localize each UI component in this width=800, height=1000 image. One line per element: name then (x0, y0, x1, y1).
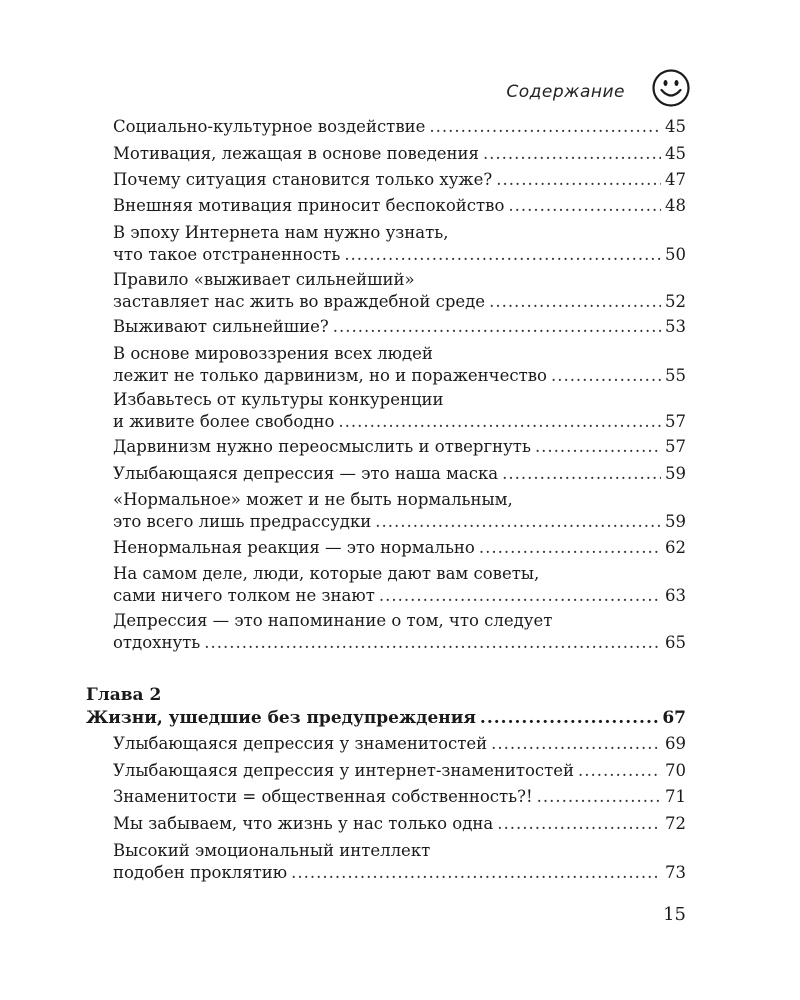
toc-entry-title: Выживают сильнейшие? (113, 317, 329, 336)
toc-entry-line (113, 632, 686, 654)
toc-entry-line (113, 436, 686, 458)
toc-entry[interactable] (113, 489, 686, 533)
leader-dots (535, 436, 661, 458)
leader-dots (489, 291, 661, 313)
toc-entry-title: подобен проклятию (113, 863, 288, 882)
toc-entry-page: 63 (665, 586, 686, 605)
running-header-title: Содержание (506, 82, 625, 102)
leader-dots (338, 411, 661, 433)
leader-dots (483, 143, 661, 165)
toc-entry-title: это всего лишь предрассудки (113, 512, 372, 531)
toc-entry[interactable] (113, 786, 686, 808)
toc-entry-line (113, 563, 686, 585)
toc-entry[interactable] (113, 436, 686, 458)
toc-entry-page: 71 (665, 787, 686, 806)
toc-entry-title: Почему ситуация становится только хуже? (113, 170, 493, 189)
page-number: 15 (663, 904, 686, 925)
toc-entry-title: Знаменитости = общественная собственность?! (113, 787, 533, 806)
toc-entry-page: 45 (665, 117, 686, 136)
toc-entry[interactable] (113, 169, 686, 191)
toc-entry-line (113, 169, 686, 191)
toc-entry-line (113, 222, 686, 244)
leader-dots (479, 537, 661, 559)
chapter-page: 67 (662, 708, 686, 728)
toc-entry[interactable] (113, 733, 686, 755)
toc-entry-line (113, 537, 686, 559)
leader-dots (344, 244, 661, 266)
toc-entry-title: Мотивация, лежащая в основе поведения (113, 144, 479, 163)
toc-entry-page: 69 (665, 734, 686, 753)
chapter-title-line[interactable] (86, 707, 686, 730)
toc-entry-title: Социально-культурное воздействие (113, 117, 426, 136)
leader-dots (502, 463, 661, 485)
leader-dots (480, 707, 658, 730)
toc-entry-line (113, 511, 686, 533)
toc-entry-title: В эпоху Интернета нам нужно узнать, (113, 223, 449, 242)
toc-entry-line (113, 760, 686, 782)
leader-dots (375, 511, 661, 533)
chapter-heading (86, 684, 686, 730)
leader-dots (429, 116, 661, 138)
toc-entry[interactable] (113, 116, 686, 138)
toc-entry-line (113, 244, 686, 266)
toc-entry-page: 59 (665, 464, 686, 483)
toc-entry-title: сами ничего толком не знают (113, 586, 375, 605)
toc-entry-page: 57 (665, 437, 686, 456)
toc-entry[interactable] (113, 537, 686, 559)
leader-dots (333, 316, 661, 338)
toc-entry[interactable] (113, 222, 686, 266)
toc-entry-title: В основе мировоззрения всех людей (113, 344, 433, 363)
toc-entry-line (113, 610, 686, 632)
leader-dots (379, 585, 661, 607)
toc-entry-title: лежит не только дарвинизм, но и пораженчество (113, 366, 547, 385)
chapter-title: Жизни, ушедшие без предупреждения (86, 708, 476, 728)
toc-entry-title: Мы забываем, что жизнь у нас только одна (113, 814, 494, 833)
toc-entry-page: 45 (665, 144, 686, 163)
toc-entry-page: 72 (665, 814, 686, 833)
toc-entry-line (113, 585, 686, 607)
toc-entry-title: и живите более свободно (113, 412, 335, 431)
toc-entry-line (113, 195, 686, 217)
leader-dots (537, 786, 661, 808)
toc-entry-title: Депрессия — это напоминание о том, что следует (113, 611, 553, 630)
leader-dots (496, 169, 661, 191)
toc-entry-title: Дарвинизм нужно переосмыслить и отвергнуть (113, 437, 531, 456)
leader-dots (204, 632, 661, 654)
toc-entry-line (113, 840, 686, 862)
toc-entry-page: 62 (665, 538, 686, 557)
toc-entry-line (113, 813, 686, 835)
toc-entry-page: 70 (665, 761, 686, 780)
toc-entry-page: 48 (665, 196, 686, 215)
toc-entry[interactable] (113, 316, 686, 338)
toc-entry-title: Улыбающаяся депрессия — это наша маска (113, 464, 499, 483)
leader-dots (497, 813, 661, 835)
toc-entry-title: заставляет нас жить во враждебной среде (113, 292, 486, 311)
leader-dots (551, 365, 661, 387)
toc-entry-line (113, 733, 686, 755)
toc-entry-title: Правило «выживает сильнейший» (113, 270, 415, 289)
toc-entry[interactable] (113, 143, 686, 165)
toc-entry[interactable] (113, 760, 686, 782)
toc-entry-line (113, 489, 686, 511)
toc-entry-title: Ненормальная реакция — это нормально (113, 538, 475, 557)
toc-entry-title: Высокий эмоциональный интеллект (113, 841, 431, 860)
toc-entry-page: 52 (665, 292, 686, 311)
toc-entry[interactable] (113, 343, 686, 387)
toc-entry-line (113, 269, 686, 291)
toc-entry[interactable] (113, 463, 686, 485)
toc-entry-title: Улыбающаяся депрессия у интернет-знаменитостей (113, 761, 575, 780)
toc-entry[interactable] (113, 840, 686, 884)
leader-dots (291, 862, 661, 884)
toc-entry-page: 59 (665, 512, 686, 531)
toc-entry[interactable] (113, 269, 686, 313)
toc-entry[interactable] (113, 563, 686, 607)
toc-entry-line (113, 463, 686, 485)
toc-entry-page: 73 (665, 863, 686, 882)
leader-dots (578, 760, 661, 782)
toc-entry-page: 55 (665, 366, 686, 385)
toc-entry-title: На самом деле, люди, которые дают вам советы, (113, 564, 540, 583)
toc-entry-line (113, 786, 686, 808)
toc-entry[interactable] (113, 813, 686, 835)
toc-entry[interactable] (113, 389, 686, 433)
toc-entry-line (113, 389, 686, 411)
toc-entry-title: Избавьтесь от культуры конкуренции (113, 390, 444, 409)
smiley-face-icon (651, 68, 691, 108)
toc-entry[interactable] (113, 610, 686, 654)
toc-entry-line (113, 316, 686, 338)
toc-entry-title: что такое отстраненность (113, 245, 341, 264)
toc-entry-title: Внешняя мотивация приносит беспокойство (113, 196, 505, 215)
toc-entry-line (113, 365, 686, 387)
toc-entry-line (113, 411, 686, 433)
toc-entry-title: отдохнуть (113, 633, 201, 652)
toc-entry-page: 65 (665, 633, 686, 652)
toc-entry-page: 57 (665, 412, 686, 431)
toc-entry-line (113, 343, 686, 365)
leader-dots (491, 733, 661, 755)
toc-entry-line (113, 143, 686, 165)
chapter-label: Глава 2 (86, 685, 162, 705)
toc-entry-page: 50 (665, 245, 686, 264)
toc-entry-page: 47 (665, 170, 686, 189)
toc-entry-line (113, 291, 686, 313)
leader-dots (508, 195, 661, 217)
toc-entry-title: «Нормальное» может и не быть нормальным, (113, 490, 513, 509)
toc-entry[interactable] (113, 195, 686, 217)
toc-entry-line (113, 116, 686, 138)
toc-entry-line (113, 862, 686, 884)
toc-entry-title: Улыбающаяся депрессия у знаменитостей (113, 734, 488, 753)
toc-entry-page: 53 (665, 317, 686, 336)
